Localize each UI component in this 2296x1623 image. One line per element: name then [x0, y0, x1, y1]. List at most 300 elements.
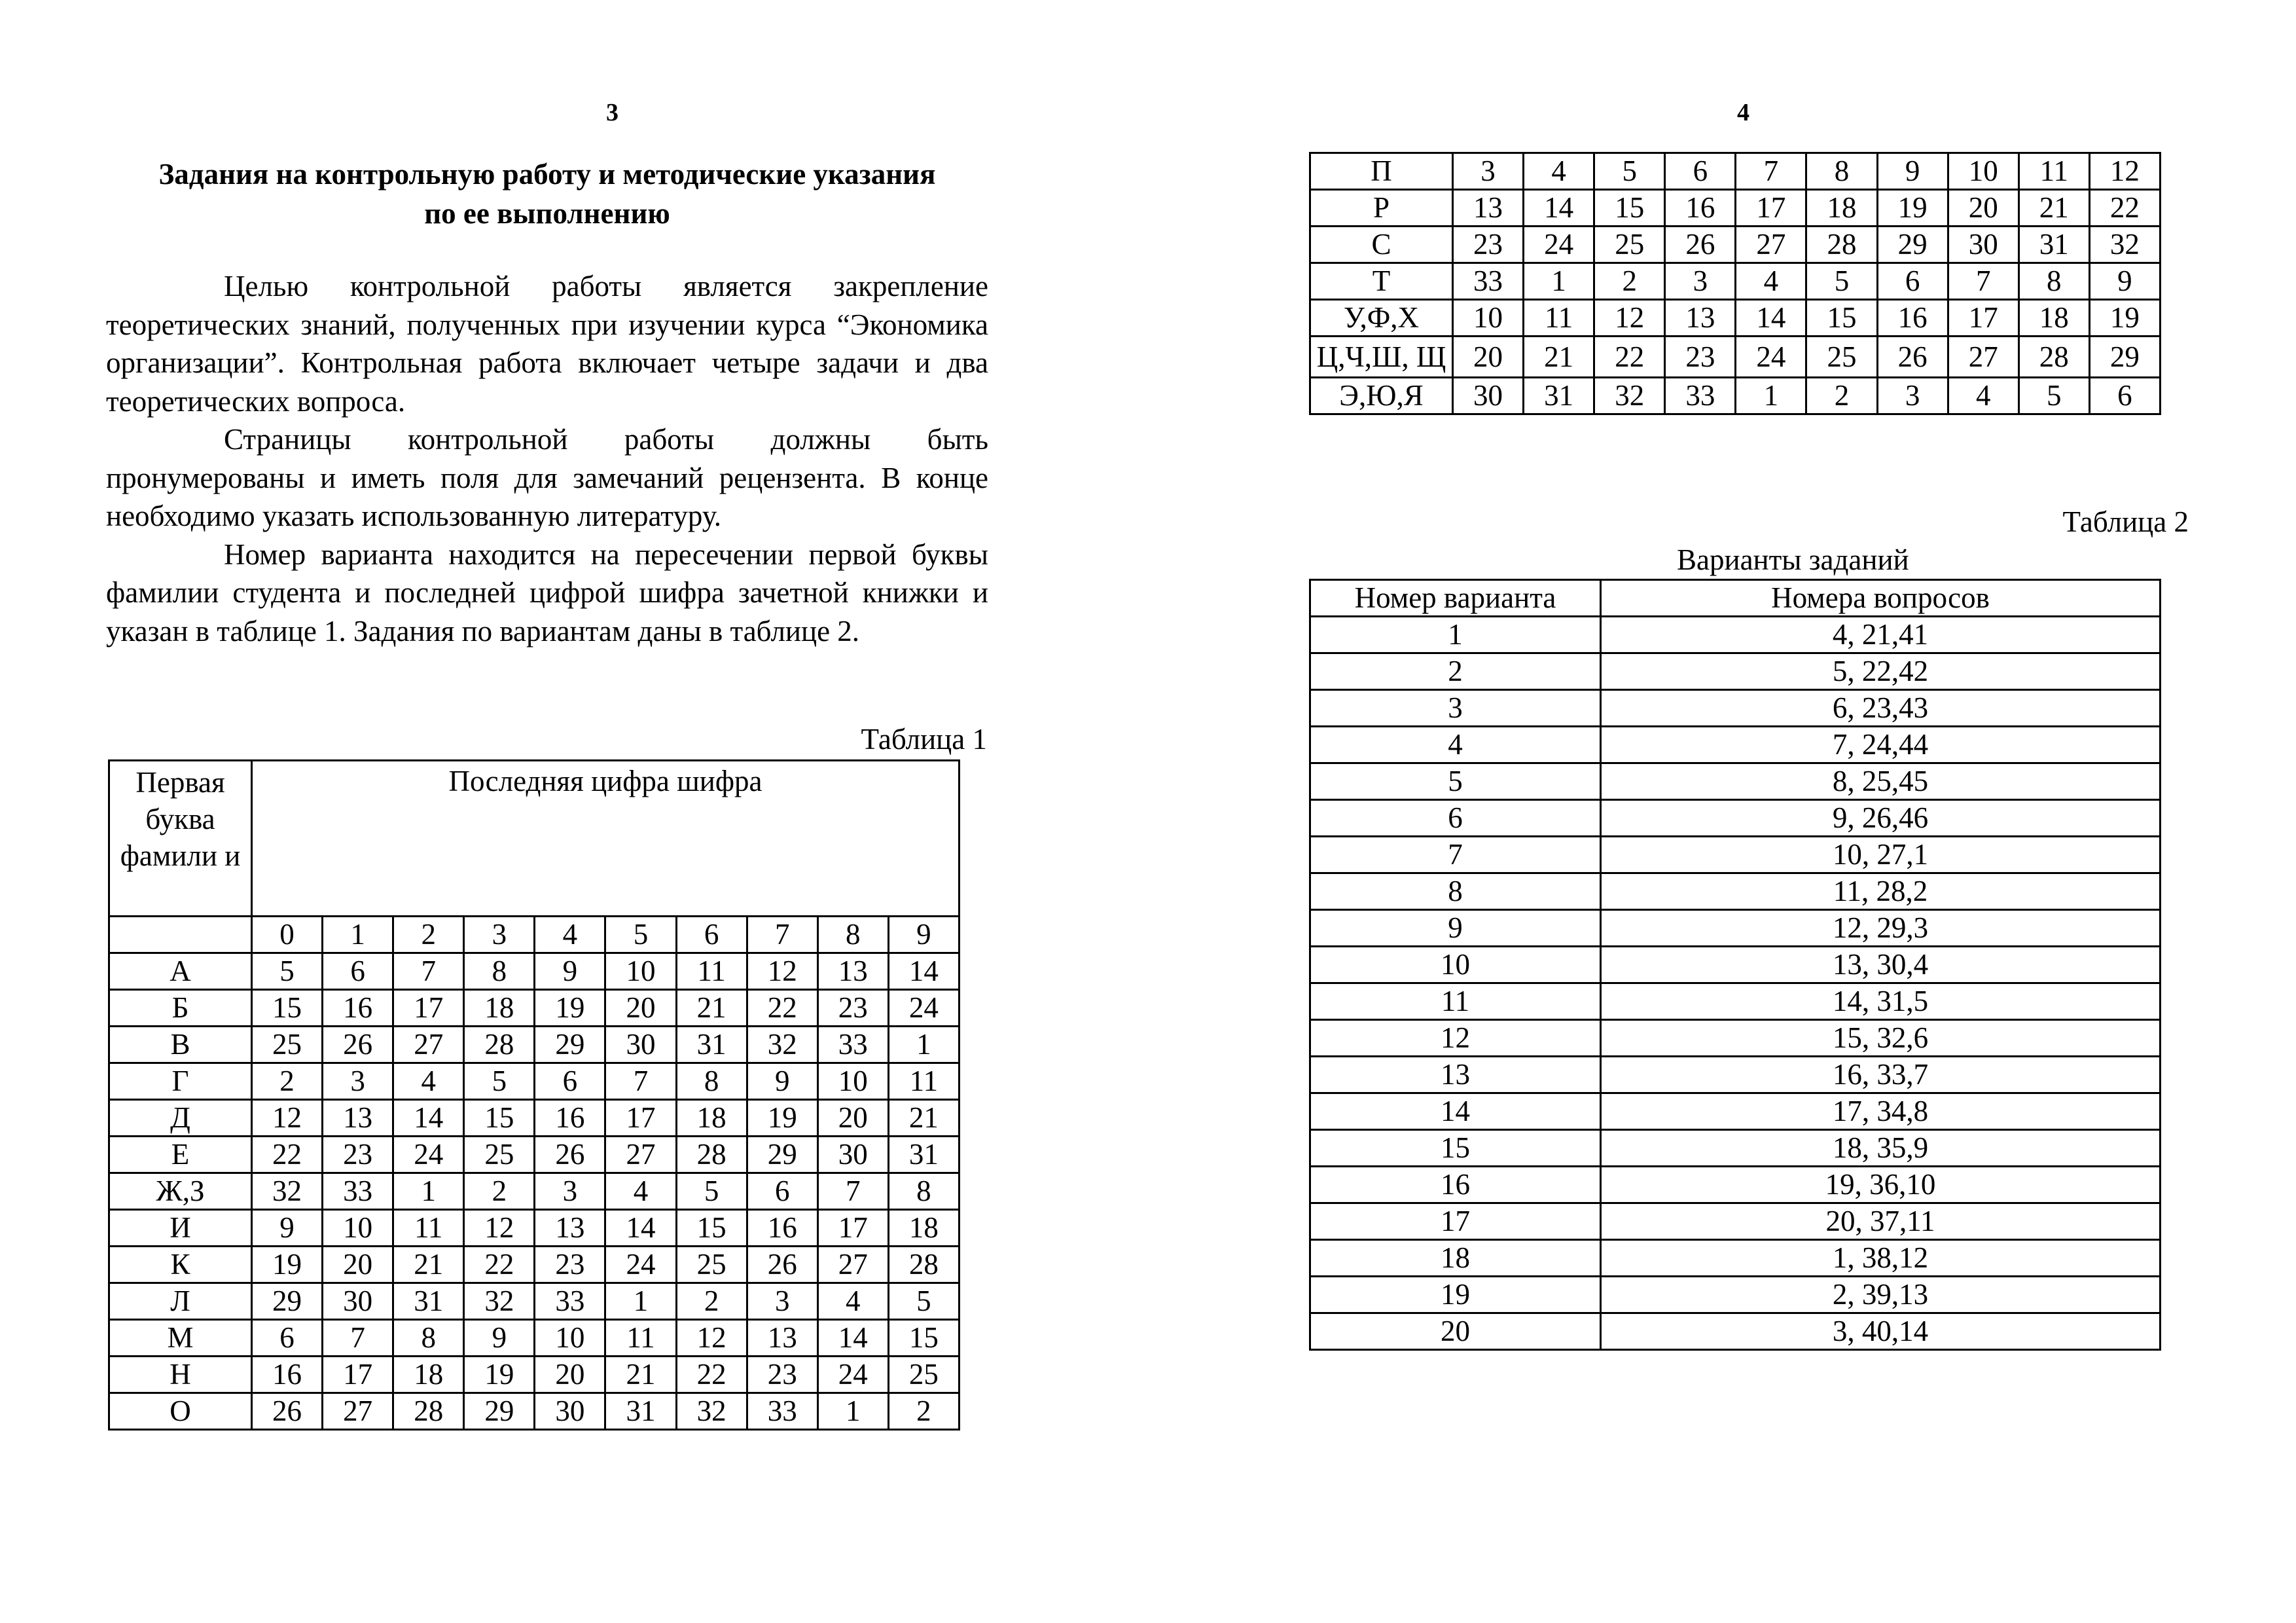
question-numbers-cell: 17, 34,8: [1601, 1093, 2161, 1130]
variant-number-cell: 9: [1310, 910, 1601, 947]
variant-cell: 28: [676, 1137, 747, 1173]
digit-header-cell: 6: [676, 917, 747, 953]
table-row: [109, 1027, 960, 1063]
row-letter-cell: Г: [109, 1063, 252, 1100]
paragraph: Целью контрольной работы является закрепление теоретических знаний, полученных при изучении курса “Экономика организации”. Контрольная работа включает четыре задачи и два теоретических вопроса.: [106, 270, 988, 418]
variant-number-cell: 5: [1310, 763, 1601, 800]
variant-cell: 8: [2018, 263, 2089, 300]
variant-cell: 13: [1665, 300, 1736, 337]
variant-number-cell: 10: [1310, 947, 1601, 983]
digit-header-cell: 9: [888, 917, 959, 953]
variant-cell: 17: [1736, 190, 1806, 227]
variant-cell: 3: [1877, 378, 1948, 414]
variant-cell: 16: [1665, 190, 1736, 227]
variant-cell: 30: [1453, 378, 1524, 414]
variant-cell: 19: [2089, 300, 2160, 337]
variant-cell: 29: [252, 1283, 323, 1320]
table-header-row: [109, 761, 960, 917]
variant-cell: 22: [747, 990, 817, 1027]
variant-cell: 4: [605, 1173, 676, 1210]
table-row: [1310, 727, 2161, 763]
table-row: [1310, 983, 2161, 1020]
variant-cell: 30: [1948, 227, 2018, 263]
table-row: [1310, 690, 2161, 727]
variant-cell: 13: [1453, 190, 1524, 227]
variant-cell: 26: [747, 1247, 817, 1283]
table-row: [109, 990, 960, 1027]
variant-cell: 32: [1594, 378, 1665, 414]
table-row: [109, 1063, 960, 1100]
variant-cell: 20: [535, 1357, 605, 1393]
table-row: [1310, 153, 2161, 190]
variant-cell: 9: [2089, 263, 2160, 300]
question-numbers-cell: 5, 22,42: [1601, 653, 2161, 690]
table-row: [109, 1320, 960, 1357]
variant-cell: 15: [464, 1100, 535, 1137]
variant-cell: 2: [252, 1063, 323, 1100]
table-row: [1310, 300, 2161, 337]
variant-cell: 32: [676, 1393, 747, 1430]
variant-cell: 11: [888, 1063, 959, 1100]
variant-cell: 3: [1665, 263, 1736, 300]
variant-number-cell: 17: [1310, 1203, 1601, 1240]
variant-cell: 7: [1736, 153, 1806, 190]
variant-cell: 13: [817, 953, 888, 990]
variant-cell: 23: [535, 1247, 605, 1283]
variant-cell: 16: [1877, 300, 1948, 337]
row-letter-cell: Т: [1310, 263, 1453, 300]
variant-cell: 16: [747, 1210, 817, 1247]
variant-cell: 11: [1524, 300, 1594, 337]
question-numbers-cell: 2, 39,13: [1601, 1277, 2161, 1313]
variant-cell: 21: [676, 990, 747, 1027]
variant-cell: 27: [1736, 227, 1806, 263]
variant-cell: 24: [888, 990, 959, 1027]
question-numbers-cell: 12, 29,3: [1601, 910, 2161, 947]
table-row: [1310, 947, 2161, 983]
paragraph: Номер варианта находится на пересечении первой буквы фамилии студента и последней цифрой шифра зачетной книжки и указан в таблице 1. Задания по вариантам даны в таблице 2.: [106, 538, 988, 647]
paragraph: Страницы контрольной работы должны быть пронумерованы и иметь поля для замечаний рецензента. В конце необходимо указать использованную литературу.: [106, 423, 988, 532]
variant-cell: 6: [1665, 153, 1736, 190]
variant-cell: 13: [747, 1320, 817, 1357]
question-numbers-cell: 6, 23,43: [1601, 690, 2161, 727]
variant-cell: 20: [817, 1100, 888, 1137]
variant-cell: 29: [2089, 337, 2160, 378]
variant-cell: 27: [605, 1137, 676, 1173]
table-row: [109, 1357, 960, 1393]
variant-cell: 23: [1665, 337, 1736, 378]
variant-cell: 22: [676, 1357, 747, 1393]
variant-cell: 15: [252, 990, 323, 1027]
table-row: [109, 1393, 960, 1430]
digit-header-cell: 5: [605, 917, 676, 953]
variant-cell: 33: [323, 1173, 393, 1210]
variant-number-cell: 20: [1310, 1313, 1601, 1350]
variant-cell: 4: [393, 1063, 464, 1100]
variant-cell: 25: [1594, 227, 1665, 263]
variant-cell: 27: [817, 1247, 888, 1283]
variant-cell: 26: [535, 1137, 605, 1173]
variant-cell: 12: [747, 953, 817, 990]
variant-cell: 23: [323, 1137, 393, 1173]
variant-cell: 33: [747, 1393, 817, 1430]
heading-line-2: по ее выполнению: [424, 197, 670, 230]
variant-cell: 20: [1948, 190, 2018, 227]
variant-cell: 17: [393, 990, 464, 1027]
row-letter-cell: И: [109, 1210, 252, 1247]
variant-cell: 18: [2018, 300, 2089, 337]
variant-cell: 25: [252, 1027, 323, 1063]
variant-cell: 12: [676, 1320, 747, 1357]
variant-cell: 17: [323, 1357, 393, 1393]
variant-cell: 19: [1877, 190, 1948, 227]
table-row: [109, 1137, 960, 1173]
variant-cell: 9: [252, 1210, 323, 1247]
question-numbers-cell: 10, 27,1: [1601, 837, 2161, 873]
variant-cell: 28: [2018, 337, 2089, 378]
variant-cell: 15: [1806, 300, 1877, 337]
variant-cell: 6: [747, 1173, 817, 1210]
variant-cell: 21: [1524, 337, 1594, 378]
variant-cell: 5: [1594, 153, 1665, 190]
table-row: [1310, 800, 2161, 837]
variant-cell: 10: [605, 953, 676, 990]
variant-cell: 4: [1736, 263, 1806, 300]
variant-cell: 19: [747, 1100, 817, 1137]
variant-cell: 13: [535, 1210, 605, 1247]
variant-cell: 30: [817, 1137, 888, 1173]
variant-cell: 22: [252, 1137, 323, 1173]
table-row: [109, 1173, 960, 1210]
question-numbers-cell: 20, 37,11: [1601, 1203, 2161, 1240]
variant-cell: 19: [252, 1247, 323, 1283]
variant-cell: 24: [1524, 227, 1594, 263]
variant-cell: 13: [323, 1100, 393, 1137]
variant-cell: 5: [252, 953, 323, 990]
variant-cell: 7: [1948, 263, 2018, 300]
page-title: [106, 155, 988, 233]
question-numbers-cell: 1, 38,12: [1601, 1240, 2161, 1277]
variant-cell: 23: [817, 990, 888, 1027]
variant-cell: 1: [1524, 263, 1594, 300]
variant-cell: 31: [1524, 378, 1594, 414]
variant-cell: 30: [535, 1393, 605, 1430]
table-row: [1310, 227, 2161, 263]
variant-cell: 21: [888, 1100, 959, 1137]
variant-cell: 21: [393, 1247, 464, 1283]
variant-cell: 30: [605, 1027, 676, 1063]
variant-cell: 9: [747, 1063, 817, 1100]
row-letter-cell: Н: [109, 1357, 252, 1393]
variant-cell: 3: [747, 1283, 817, 1320]
row-letter-cell: Б: [109, 990, 252, 1027]
variant-cell: 8: [676, 1063, 747, 1100]
variant-cell: 8: [464, 953, 535, 990]
variant-cell: 8: [888, 1173, 959, 1210]
variant-number-cell: 6: [1310, 800, 1601, 837]
table-row: [1310, 617, 2161, 653]
table-row: [1310, 337, 2161, 378]
variant-cell: 33: [1453, 263, 1524, 300]
variant-cell: 10: [817, 1063, 888, 1100]
variant-number-cell: 4: [1310, 727, 1601, 763]
variant-cell: 27: [323, 1393, 393, 1430]
variant-cell: 10: [535, 1320, 605, 1357]
variant-number-cell: 19: [1310, 1277, 1601, 1313]
variant-cell: 22: [2089, 190, 2160, 227]
variant-cell: 18: [393, 1357, 464, 1393]
variant-cell: 14: [817, 1320, 888, 1357]
variant-cell: 20: [605, 990, 676, 1027]
question-numbers-cell: 16, 33,7: [1601, 1057, 2161, 1093]
header-variant-number: Номер варианта: [1310, 580, 1601, 617]
table-row: [1310, 190, 2161, 227]
variant-cell: 25: [888, 1357, 959, 1393]
variant-cell: 29: [535, 1027, 605, 1063]
variant-cell: 25: [464, 1137, 535, 1173]
row-letter-cell: Л: [109, 1283, 252, 1320]
variant-cell: 11: [605, 1320, 676, 1357]
question-numbers-cell: 19, 36,10: [1601, 1167, 2161, 1203]
variant-cell: 29: [747, 1137, 817, 1173]
row-letter-cell: М: [109, 1320, 252, 1357]
variant-cell: 7: [605, 1063, 676, 1100]
variant-cell: 17: [605, 1100, 676, 1137]
variant-number-cell: 15: [1310, 1130, 1601, 1167]
row-letter-cell: Д: [109, 1100, 252, 1137]
variant-cell: 33: [535, 1283, 605, 1320]
variant-cell: 5: [1806, 263, 1877, 300]
variant-cell: 15: [1594, 190, 1665, 227]
variant-cell: 3: [535, 1173, 605, 1210]
variant-cell: 21: [605, 1357, 676, 1393]
table2-variants: [1309, 579, 2161, 1351]
variant-cell: 18: [676, 1100, 747, 1137]
variant-cell: 15: [888, 1320, 959, 1357]
question-numbers-cell: 14, 31,5: [1601, 983, 2161, 1020]
variant-cell: 21: [2018, 190, 2089, 227]
row-letter-cell: О: [109, 1393, 252, 1430]
variant-cell: 20: [323, 1247, 393, 1283]
variant-cell: 12: [2089, 153, 2160, 190]
variant-cell: 31: [605, 1393, 676, 1430]
variant-cell: 8: [1806, 153, 1877, 190]
variant-cell: 28: [393, 1393, 464, 1430]
header-first-letter: Первая буква фамили и: [109, 761, 252, 917]
variant-cell: 32: [464, 1283, 535, 1320]
variant-cell: 6: [252, 1320, 323, 1357]
header-last-digit: Последняя цифра шифра: [252, 761, 960, 917]
variant-cell: 5: [464, 1063, 535, 1100]
question-numbers-cell: 18, 35,9: [1601, 1130, 2161, 1167]
variant-number-cell: 14: [1310, 1093, 1601, 1130]
variant-number-cell: 16: [1310, 1167, 1601, 1203]
table-row: [1310, 1167, 2161, 1203]
digit-header-cell: 1: [323, 917, 393, 953]
question-numbers-cell: 3, 40,14: [1601, 1313, 2161, 1350]
variant-cell: 32: [747, 1027, 817, 1063]
variant-cell: 1: [605, 1283, 676, 1320]
variant-cell: 10: [323, 1210, 393, 1247]
header-question-numbers: Номера вопросов: [1601, 580, 2161, 617]
row-letter-cell: Р: [1310, 190, 1453, 227]
row-letter-cell: Э,Ю,Я: [1310, 378, 1453, 414]
row-letter-cell: С: [1310, 227, 1453, 263]
variant-number-cell: 18: [1310, 1240, 1601, 1277]
table-header-row: [1310, 580, 2161, 617]
variant-cell: 3: [1453, 153, 1524, 190]
variant-cell: 4: [1524, 153, 1594, 190]
variant-cell: 12: [252, 1100, 323, 1137]
table-row: [1310, 1240, 2161, 1277]
variant-cell: 25: [676, 1247, 747, 1283]
variant-cell: 2: [676, 1283, 747, 1320]
variant-cell: 18: [888, 1210, 959, 1247]
variant-cell: 14: [888, 953, 959, 990]
variant-cell: 4: [817, 1283, 888, 1320]
variant-cell: 28: [1806, 227, 1877, 263]
variant-cell: 26: [252, 1393, 323, 1430]
table2-caption: Таблица 2: [2062, 505, 2189, 538]
variant-cell: 22: [464, 1247, 535, 1283]
variant-cell: 18: [464, 990, 535, 1027]
table-row: [1310, 378, 2161, 414]
variant-cell: 32: [2089, 227, 2160, 263]
variant-cell: 9: [535, 953, 605, 990]
variant-cell: 33: [817, 1027, 888, 1063]
row-letter-cell: П: [1310, 153, 1453, 190]
variant-cell: 31: [393, 1283, 464, 1320]
table-row: [1310, 1277, 2161, 1313]
variant-cell: 6: [323, 953, 393, 990]
table-row: [109, 1283, 960, 1320]
question-numbers-cell: 9, 26,46: [1601, 800, 2161, 837]
table1-variant-grid: [108, 759, 960, 1431]
variant-cell: 33: [1665, 378, 1736, 414]
variant-cell: 23: [1453, 227, 1524, 263]
empty-cell: [109, 917, 252, 953]
variant-cell: 27: [1948, 337, 2018, 378]
variant-cell: 29: [464, 1393, 535, 1430]
variant-cell: 28: [888, 1247, 959, 1283]
variant-cell: 26: [1877, 337, 1948, 378]
row-letter-cell: В: [109, 1027, 252, 1063]
variant-number-cell: 13: [1310, 1057, 1601, 1093]
row-letter-cell: К: [109, 1247, 252, 1283]
variant-cell: 6: [535, 1063, 605, 1100]
variant-cell: 14: [1524, 190, 1594, 227]
table-row: [1310, 263, 2161, 300]
question-numbers-cell: 8, 25,45: [1601, 763, 2161, 800]
variant-cell: 11: [676, 953, 747, 990]
variant-cell: 1: [1736, 378, 1806, 414]
variant-cell: 4: [1948, 378, 2018, 414]
table-row: [1310, 1130, 2161, 1167]
digits-row: [109, 917, 960, 953]
variant-cell: 10: [1453, 300, 1524, 337]
table-row: [1310, 873, 2161, 910]
variant-cell: 14: [393, 1100, 464, 1137]
variant-cell: 16: [252, 1357, 323, 1393]
variant-cell: 17: [817, 1210, 888, 1247]
table-row: [1310, 1057, 2161, 1093]
variant-cell: 6: [1877, 263, 1948, 300]
variant-cell: 1: [393, 1173, 464, 1210]
variant-number-cell: 12: [1310, 1020, 1601, 1057]
table2-title: Варианты заданий: [1677, 543, 1909, 576]
variant-cell: 24: [817, 1357, 888, 1393]
variant-number-cell: 11: [1310, 983, 1601, 1020]
variant-cell: 31: [2018, 227, 2089, 263]
variant-cell: 29: [1877, 227, 1948, 263]
variant-cell: 9: [1877, 153, 1948, 190]
table-row: [1310, 1020, 2161, 1057]
variant-cell: 2: [1806, 378, 1877, 414]
variant-cell: 30: [323, 1283, 393, 1320]
variant-cell: 6: [2089, 378, 2160, 414]
variant-cell: 2: [888, 1393, 959, 1430]
variant-cell: 14: [1736, 300, 1806, 337]
row-letter-cell: А: [109, 953, 252, 990]
variant-cell: 24: [1736, 337, 1806, 378]
digit-header-cell: 7: [747, 917, 817, 953]
variant-number-cell: 7: [1310, 837, 1601, 873]
variant-cell: 23: [747, 1357, 817, 1393]
digit-header-cell: 2: [393, 917, 464, 953]
variant-cell: 9: [464, 1320, 535, 1357]
table-row: [1310, 1203, 2161, 1240]
variant-cell: 1: [817, 1393, 888, 1430]
question-numbers-cell: 11, 28,2: [1601, 873, 2161, 910]
variant-cell: 7: [323, 1320, 393, 1357]
row-letter-cell: Ж,З: [109, 1173, 252, 1210]
table-row: [109, 1100, 960, 1137]
table-row: [1310, 1313, 2161, 1350]
question-numbers-cell: 4, 21,41: [1601, 617, 2161, 653]
variant-cell: 28: [464, 1027, 535, 1063]
variant-cell: 18: [1806, 190, 1877, 227]
question-numbers-cell: 7, 24,44: [1601, 727, 2161, 763]
variant-cell: 16: [535, 1100, 605, 1137]
variant-cell: 27: [393, 1027, 464, 1063]
table-row: [109, 953, 960, 990]
variant-cell: 31: [676, 1027, 747, 1063]
variant-cell: 19: [464, 1357, 535, 1393]
variant-cell: 20: [1453, 337, 1524, 378]
question-numbers-cell: 13, 30,4: [1601, 947, 2161, 983]
variant-cell: 17: [1948, 300, 2018, 337]
page-number-right: 4: [1737, 99, 1749, 126]
variant-cell: 26: [1665, 227, 1736, 263]
table-row: [1310, 763, 2161, 800]
digit-header-cell: 0: [252, 917, 323, 953]
table1-caption: Таблица 1: [861, 723, 987, 756]
table-row: [1310, 653, 2161, 690]
table-row: [1310, 910, 2161, 947]
table-row: [109, 1210, 960, 1247]
variant-cell: 1: [888, 1027, 959, 1063]
variant-cell: 24: [393, 1137, 464, 1173]
variant-cell: 5: [888, 1283, 959, 1320]
variant-cell: 11: [393, 1210, 464, 1247]
digit-header-cell: 3: [464, 917, 535, 953]
table-row: [109, 1247, 960, 1283]
variant-cell: 3: [323, 1063, 393, 1100]
variant-cell: 8: [393, 1320, 464, 1357]
variant-cell: 12: [1594, 300, 1665, 337]
variant-cell: 22: [1594, 337, 1665, 378]
row-letter-cell: У,Ф,Х: [1310, 300, 1453, 337]
